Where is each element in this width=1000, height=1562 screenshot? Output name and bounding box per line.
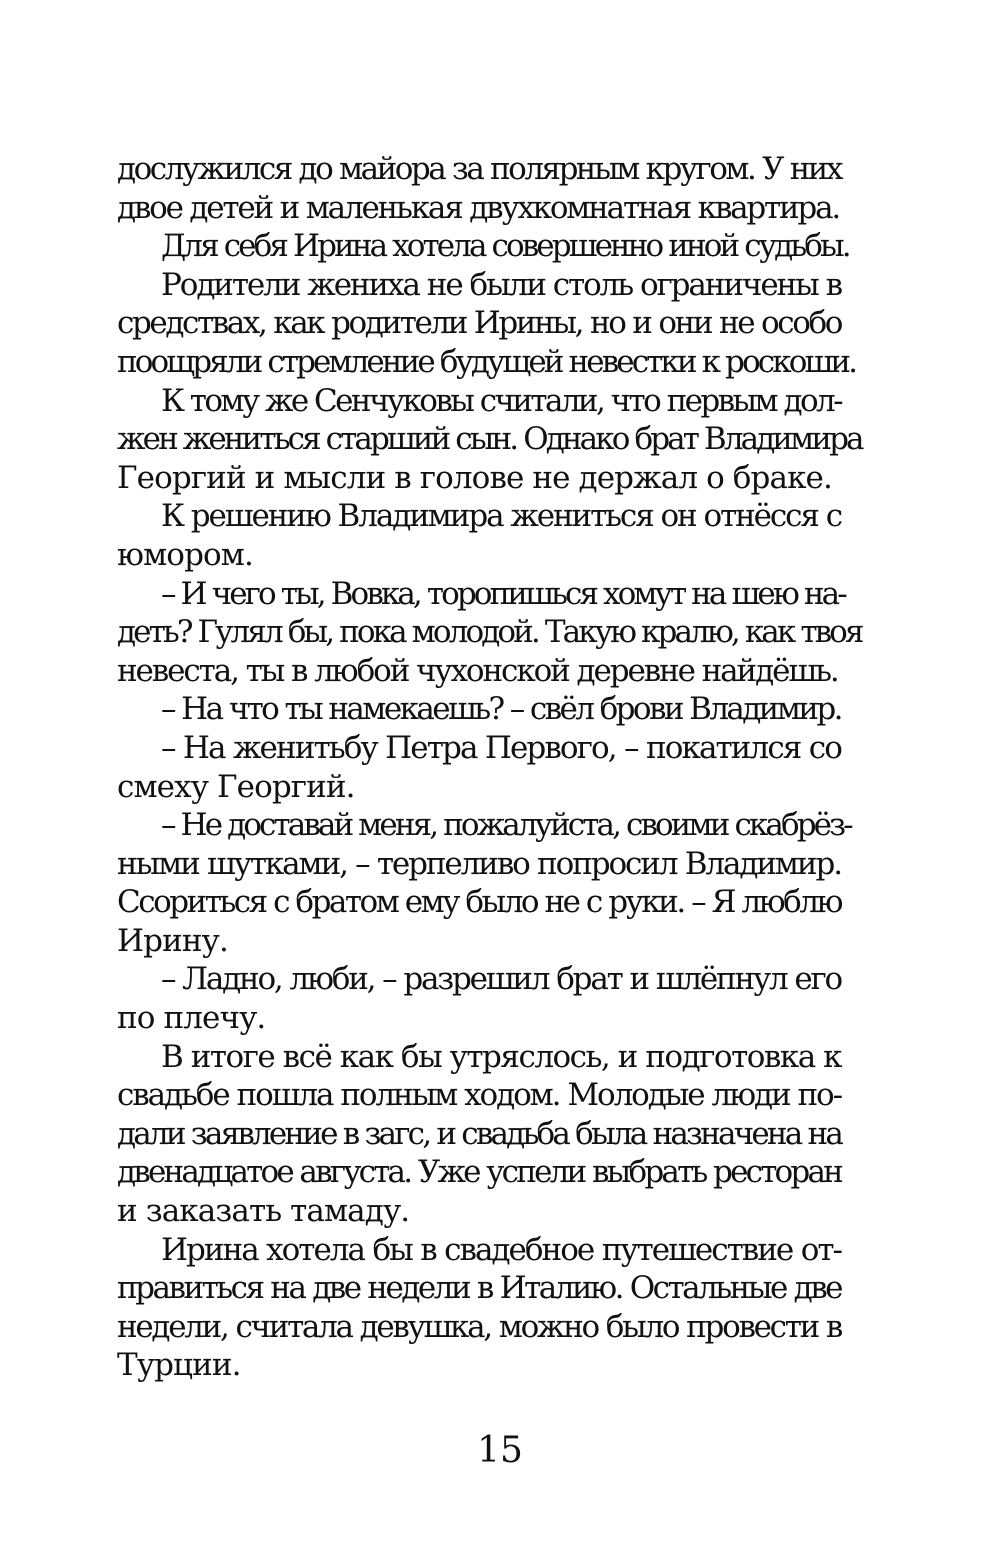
text-line: смеху Георгий.	[117, 768, 355, 805]
text-line: – Ладно, люби, – разрешил брат и шлёпнул его	[161, 961, 841, 998]
text-line: К решению Владимира жениться он отнёсся с	[161, 498, 841, 535]
text-line: Ирину.	[117, 922, 228, 959]
text-line: Турции.	[117, 1347, 241, 1384]
text-line: юмором.	[117, 536, 253, 573]
text-line: поощряли стремление будущей невестки к роскоши.	[117, 343, 856, 380]
page-number: 15	[477, 1430, 523, 1471]
body-text	[117, 150, 862, 1385]
text-line: дослужился до майора за полярным кругом. У них	[117, 151, 841, 187]
text-line: дали заявление в загс, и свадьба была назначена на	[117, 1115, 842, 1152]
text-line: Родители жениха не были столь ограничены в	[161, 266, 841, 303]
text-line: двое детей и маленькая двухкомнатная квартира.	[117, 189, 840, 226]
text-line: В итоге всё как бы утряслось, и подготовка к	[161, 1038, 841, 1075]
text-line: – На женитьбу Петра Первого, – покатился со	[161, 729, 841, 766]
text-line: ными шутками, – терпеливо попросил Владимир.	[117, 845, 841, 882]
text-line: К тому же Сенчуковы считали, что первым дол-	[161, 382, 841, 419]
text-line: по плечу.	[117, 1000, 266, 1037]
text-line: свадьбе пошла полным ходом. Молодые люди по-	[117, 1077, 841, 1114]
text-line: недели, считала девушка, можно было провести в	[117, 1308, 841, 1345]
text-line: невеста, ты в любой чухонской деревне найдёшь.	[117, 652, 838, 689]
text-line: Георгий и мысли в голове не держал о браке.	[117, 459, 832, 496]
text-line: – И чего ты, Вовка, торопишься хомут на шею на-	[161, 575, 845, 612]
text-line: – На что ты намекаешь? – свёл брови Владимир.	[161, 691, 841, 728]
text-line: деть? Гулял бы, пока молодой. Такую кралю, как твоя	[117, 614, 862, 651]
text-line: – Не доставай меня, пожалуйста, своими скабрёз-	[161, 807, 851, 844]
text-line: Ирина хотела бы в свадебное путешествие от-	[161, 1231, 841, 1268]
text-line: правиться на две недели в Италию. Остальные две	[117, 1270, 841, 1307]
text-line: Ссориться с братом ему было не с руки. – Я люблю	[117, 884, 841, 921]
text-line: Для себя Ирина хотела совершенно иной судьбы.	[161, 228, 849, 265]
text-line: двенадцатое августа. Уже успели выбрать ресторан	[117, 1154, 841, 1191]
text-line: жен жениться старший сын. Однако брат Владимира	[117, 421, 862, 458]
text-line: средствах, как родители Ирины, но и они не особо	[117, 305, 841, 342]
text-line: и заказать тамаду.	[117, 1193, 410, 1230]
